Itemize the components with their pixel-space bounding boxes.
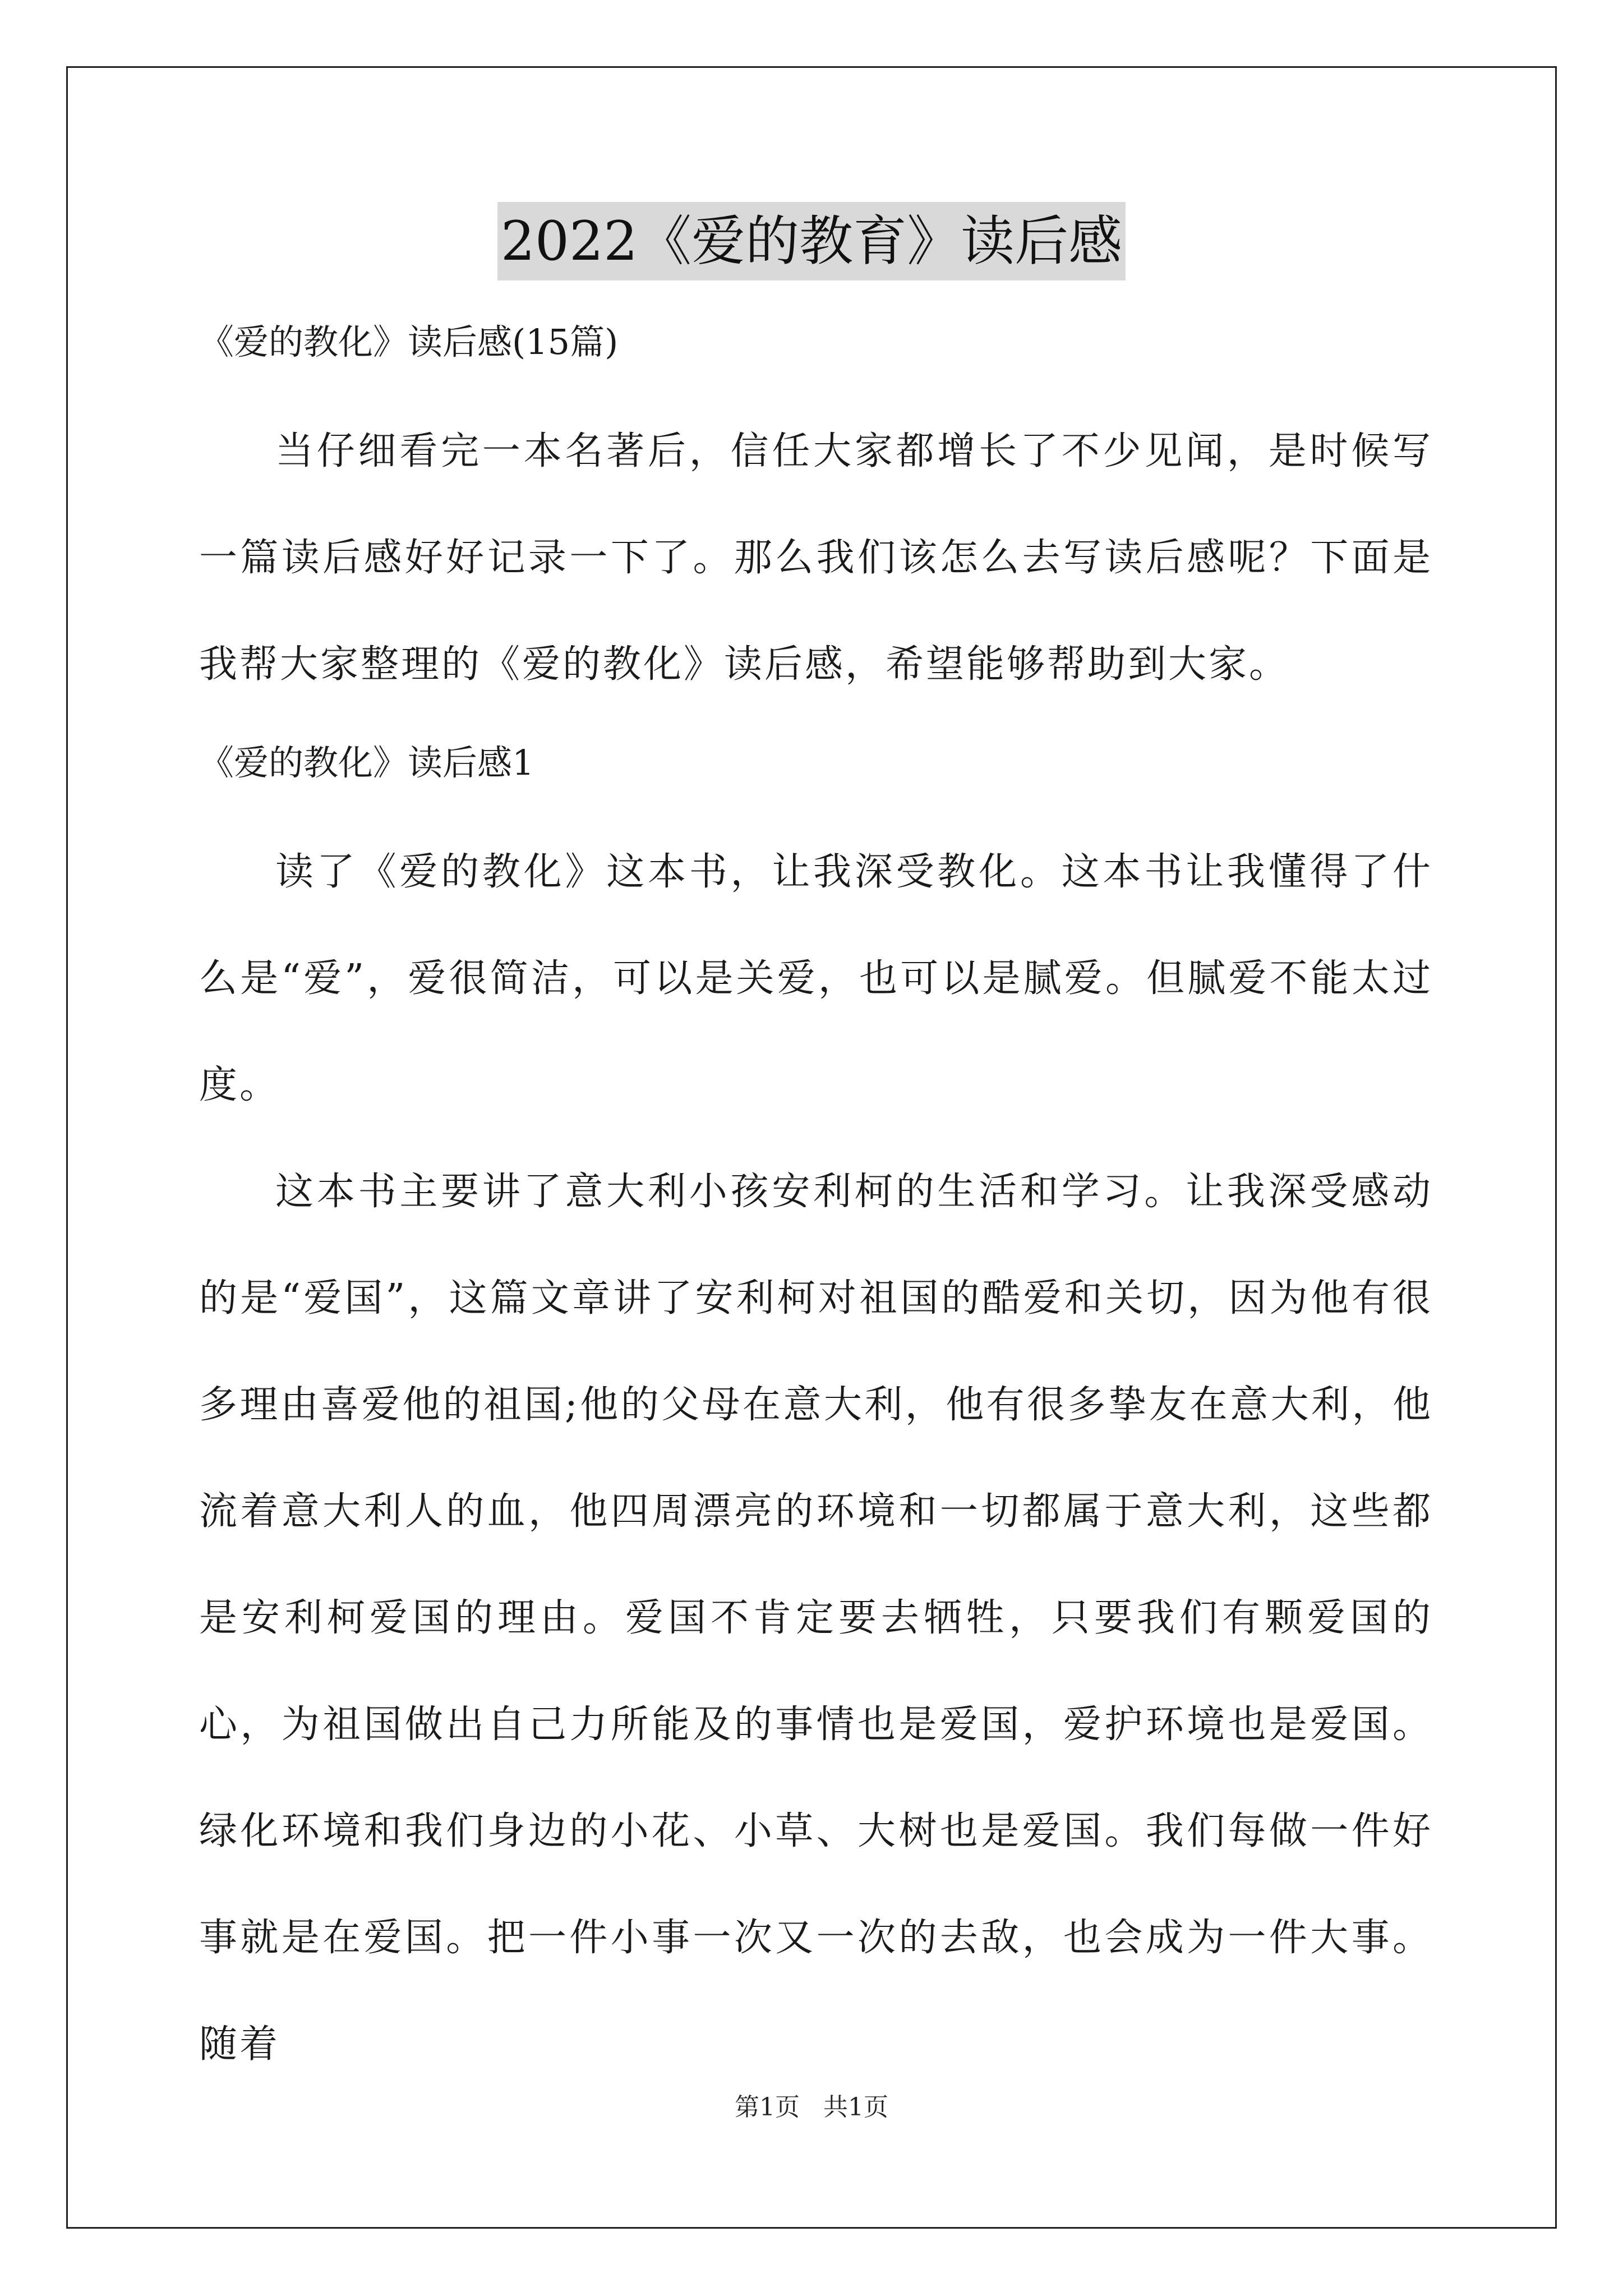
document-subtitle: 《爱的教化》读后感(15篇) <box>199 321 619 362</box>
body-paragraph-1: 读了《爱的教化》这本书，让我深受教化。这本书让我懂得了什么是“爱”，爱很简洁，可以是关爱，也可以是腻爱。但腻爱不能太过度。 <box>199 850 1433 1107</box>
body-paragraph-2: 这本书主要讲了意大利小孩安利柯的生活和学习。让我深受感动的是“爱国”，这篇文章讲了安利柯对祖国的酷爱和关切，因为他有很多理由喜爱他的祖国;他的父母在意大利，他有很多挚友在意大利，他流着意大利人的血，他四周漂亮的环境和一切都属于意大利，这些都是安利柯爱国的理由。爱国不肯定要去牺牲，只要我们有颗爱国的心，为祖国做出自己力所能及的事情也是爱国，爱护环境也是爱国。绿化环境和我们身边的小花、小草、大树也是爱国。我们每做一件好事就是在爱国。把一件小事一次又一次的去敌，也会成为一件大事。随着 <box>199 1170 1433 2067</box>
intro-paragraph: 当仔细看完一本名著后，信任大家都增长了不少见闻，是时候写一篇读后感好好记录一下了。那么我们该怎么去写读后感呢？下面是我帮大家整理的《爱的教化》读后感，希望能够帮助到大家。 <box>199 429 1433 687</box>
document-title: 2022《爱的教育》读后感 <box>497 202 1126 280</box>
section-heading: 《爱的教化》读后感1 <box>199 742 534 783</box>
title-container <box>0 202 1623 280</box>
page-number: 第1页 <box>735 2093 800 2122</box>
page-total: 共1页 <box>823 2093 888 2122</box>
page-footer <box>0 2087 1623 2123</box>
document-body <box>199 297 1433 2098</box>
